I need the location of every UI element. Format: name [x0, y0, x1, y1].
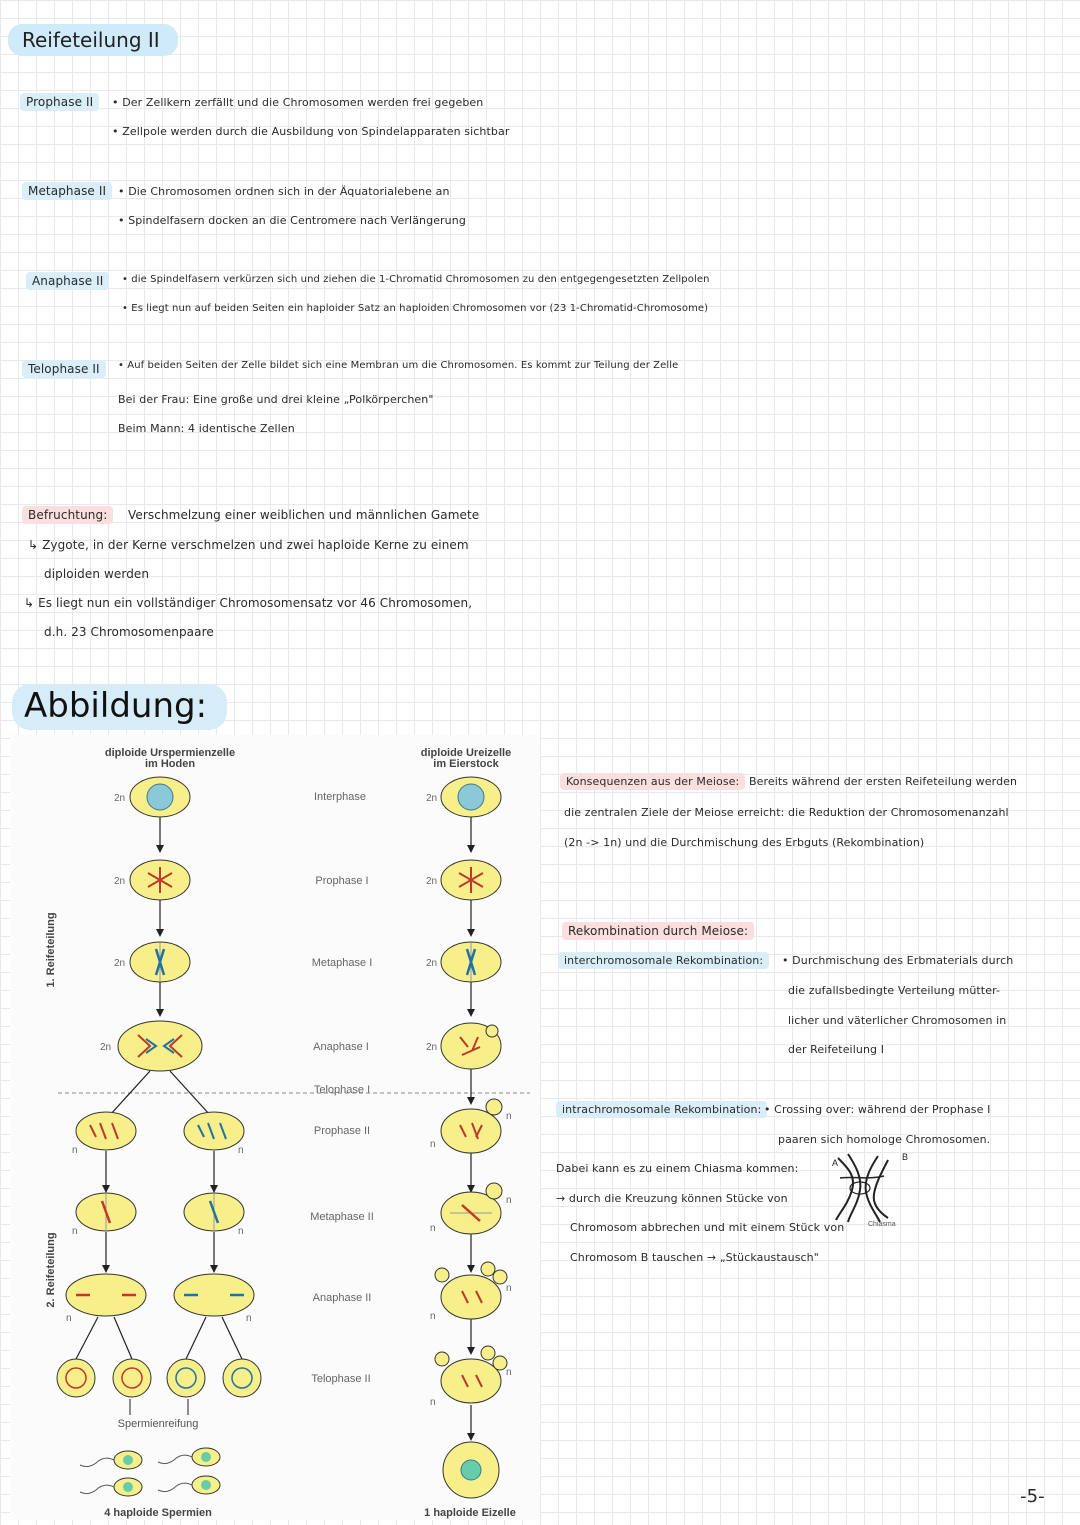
stage-label: Metaphase I — [311, 957, 373, 969]
ploidy-label: n — [430, 1223, 436, 1234]
inter-line: licher und väterlicher Chromosomen in — [788, 1014, 1007, 1027]
inter-line: der Reifeteilung I — [788, 1043, 885, 1056]
abbildung-title: Abbildung: — [12, 684, 227, 730]
stage-label: Metaphase II — [310, 1211, 374, 1223]
ploidy-label: 2n — [114, 958, 126, 969]
sperm-nucleus — [123, 1482, 133, 1492]
chiasma-line: → durch die Kreuzung können Stücke von — [556, 1192, 788, 1205]
ploidy-label: n — [66, 1313, 72, 1324]
befruchtung-line: diploiden werden — [44, 567, 150, 581]
intra-line: paaren sich homologe Chromosomen. — [778, 1133, 991, 1146]
ploidy-label: n — [506, 1283, 512, 1294]
konsequenzen-text: Bereits während der ersten Reifeteilung werden — [748, 775, 1018, 788]
sperm-nucleus — [201, 1480, 211, 1490]
chromosome-b-label: B — [902, 1152, 909, 1162]
side-label-1: 1. Reifeteilung — [45, 912, 57, 988]
ploidy-label: n — [238, 1226, 244, 1237]
stage-label: Telophase II — [311, 1373, 371, 1385]
ploidy-label: n — [430, 1311, 436, 1322]
right-title-2: im Eierstock — [433, 758, 499, 770]
ploidy-label: 2n — [426, 876, 438, 887]
ploidy-label: n — [506, 1195, 512, 1206]
section-text: Auf beiden Seiten der Zelle bildet sich eine Membran um die Chromosomen. Es kommt zur Teilung der Zelle — [127, 360, 679, 371]
section-line: • Zellpole werden durch die Ausbildung von Spindelapparaten sichtbar — [112, 125, 510, 138]
section-label-prophase-2: Prophase II — [20, 93, 99, 111]
ploidy-label: 2n — [114, 793, 126, 804]
ploidy-label: 2n — [426, 1042, 438, 1053]
section-text: Spindelfasern docken an die Centromere nach Verlängerung — [128, 214, 466, 227]
section-line: • Auf beiden Seiten der Zelle bildet sich eine Membran um die Chromosomen. Es kommt zur Teilung der Zelle — [118, 360, 679, 371]
befruchtung-line: ↳ Zygote, in der Kerne verschmelzen und zwei haploide Kerne zu einem — [28, 538, 469, 552]
chiasma-sketch — [826, 1146, 916, 1232]
chromatid-stroke — [874, 1160, 888, 1218]
section-text: Die Chromosomen ordnen sich in der Äquatorialebene an — [128, 185, 450, 198]
bottom-left-label: 4 haploide Spermien — [104, 1507, 212, 1519]
section-line: • Spindelfasern docken an die Centromere nach Verlängerung — [118, 214, 466, 227]
spermienreifung-label: Spermienreifung — [117, 1418, 199, 1430]
inter-line: die zufallsbedingte Verteilung mütter- — [788, 984, 1001, 997]
section-line: • Es liegt nun auf beiden Seiten ein haploider Satz an haploiden Chromosomen vor (23 1-Chromatid-Chromosome) — [122, 303, 709, 314]
left-title-2: im Hoden — [144, 758, 196, 770]
stage-label: Interphase — [314, 791, 366, 803]
befruchtung-label: Befruchtung: — [22, 506, 113, 524]
stage-label: Telophase I — [313, 1084, 371, 1096]
ploidy-label: n — [72, 1145, 78, 1156]
polar-body — [486, 1025, 498, 1037]
konsequenzen-line — [560, 775, 1017, 788]
crossover-stroke — [840, 1176, 884, 1178]
konsequenzen-line: die zentralen Ziele der Meiose erreicht: die Reduktion der Chromosomenanzahl — [564, 806, 1009, 819]
polar-body — [486, 1183, 502, 1199]
section-text: Zellpole werden durch die Ausbildung von Spindelapparaten sichtbar — [122, 125, 510, 138]
section-text: Der Zellkern zerfällt und die Chromosomen werden frei gegeben — [122, 96, 484, 109]
ploidy-label: n — [430, 1397, 436, 1408]
ploidy-label: 2n — [100, 1042, 112, 1053]
section-line: Bei der Frau: Eine große und drei kleine „Polkörperchen" — [118, 393, 434, 406]
egg-nucleus — [461, 1460, 481, 1480]
chromatid-stroke — [866, 1156, 880, 1222]
chiasma-caption: Chiasma — [868, 1221, 896, 1228]
cell — [113, 1359, 151, 1397]
cell-nucleus — [147, 784, 173, 810]
section-text: Es liegt nun auf beiden Seiten ein haploider Satz an haploiden Chromosomen vor (23 1-Chromatid-Chromosome) — [131, 303, 709, 314]
side-label-2: 2. Reifeteilung — [45, 1232, 57, 1308]
befruchtung-line: d.h. 23 Chromosomenpaare — [44, 625, 214, 639]
section-label-telophase-2: Telophase II — [22, 360, 106, 378]
sperm-nucleus — [201, 1452, 211, 1462]
cell — [223, 1359, 261, 1397]
section-line: • die Spindelfasern verkürzen sich und ziehen die 1-Chromatid Chromosomen zu den entgegengesetzten Zellpolen — [122, 274, 710, 285]
cell — [184, 1112, 244, 1150]
ploidy-label: n — [238, 1145, 244, 1156]
konsequenzen-label: Konsequenzen aus der Meiose: — [560, 773, 745, 790]
section-label-anaphase-2: Anaphase II — [26, 272, 109, 290]
chiasma-line: Chromosom abbrechen und mit einem Stück von — [570, 1221, 845, 1234]
polar-body — [493, 1356, 507, 1370]
chiasma-line: Chromosom B tauschen → „Stückaustausch" — [570, 1251, 819, 1264]
ploidy-label: n — [506, 1111, 512, 1122]
befruchtung-line: ↳ Es liegt nun ein vollständiger Chromosomensatz vor 46 Chromosomen, — [24, 596, 473, 610]
inter-line: • Durchmischung des Erbmaterials durch — [782, 954, 1014, 967]
intrachromosomal-label: intrachromosomale Rekombination: — [556, 1101, 767, 1118]
ploidy-label: n — [506, 1367, 512, 1378]
ploidy-label: n — [430, 1139, 436, 1150]
page-title — [8, 24, 178, 56]
stage-label: Prophase II — [313, 1125, 371, 1137]
cell — [118, 1021, 202, 1071]
right-title-1: diploide Ureizelle — [420, 747, 512, 759]
meiosis-diagram — [10, 735, 540, 1520]
cell — [167, 1359, 205, 1397]
section-label-metaphase-2: Metaphase II — [22, 182, 112, 200]
section-line: Beim Mann: 4 identische Zellen — [118, 422, 295, 435]
cell — [57, 1359, 95, 1397]
polar-body — [435, 1352, 449, 1366]
polar-body — [481, 1346, 495, 1360]
intra-line: • Crossing over: während der Prophase I — [764, 1103, 991, 1116]
page-title-text: Reifeteilung II — [22, 28, 160, 52]
page-number: -5- — [1020, 1486, 1045, 1507]
cell — [441, 1359, 501, 1403]
stage-label: Anaphase I — [313, 1041, 369, 1053]
section-line: • Die Chromosomen ordnen sich in der Äquatorialebene an — [118, 185, 450, 198]
befruchtung-line: Verschmelzung einer weiblichen und männlichen Gamete — [128, 508, 480, 522]
chiasma-line: Dabei kann es zu einem Chiasma kommen: — [556, 1162, 799, 1175]
stage-label: Prophase I — [315, 875, 369, 887]
polar-body — [435, 1268, 449, 1282]
cell-nucleus — [458, 784, 484, 810]
left-title-1: diploide Urspermienzelle — [104, 747, 236, 759]
polar-body — [481, 1262, 495, 1276]
rekombination-title: Rekombination durch Meiose: — [562, 922, 754, 940]
cell — [76, 1112, 136, 1150]
ploidy-label: 2n — [426, 793, 438, 804]
ploidy-label: n — [72, 1226, 78, 1237]
chromosome-a-label: A — [832, 1158, 839, 1168]
section-line: • Der Zellkern zerfällt und die Chromosomen werden frei gegeben — [112, 96, 484, 109]
interchromosomal-label: interchromosomale Rekombination: — [558, 952, 769, 969]
polar-body — [486, 1099, 502, 1115]
ploidy-label: 2n — [114, 876, 126, 887]
section-text: die Spindelfasern verkürzen sich und ziehen die 1-Chromatid Chromosomen zu den entgegengesetzten Zellpolen — [131, 274, 710, 285]
stage-label: Anaphase II — [312, 1292, 372, 1304]
polar-body — [493, 1270, 507, 1284]
cell — [441, 1275, 501, 1319]
bottom-right-label: 1 haploide Eizelle — [424, 1507, 516, 1519]
sperm-nucleus — [123, 1455, 133, 1465]
konsequenzen-line: (2n -> 1n) und die Durchmischung des Erbguts (Rekombination) — [564, 836, 925, 849]
ploidy-label: 2n — [426, 958, 438, 969]
cell — [441, 1109, 501, 1153]
ploidy-label: n — [246, 1313, 252, 1324]
